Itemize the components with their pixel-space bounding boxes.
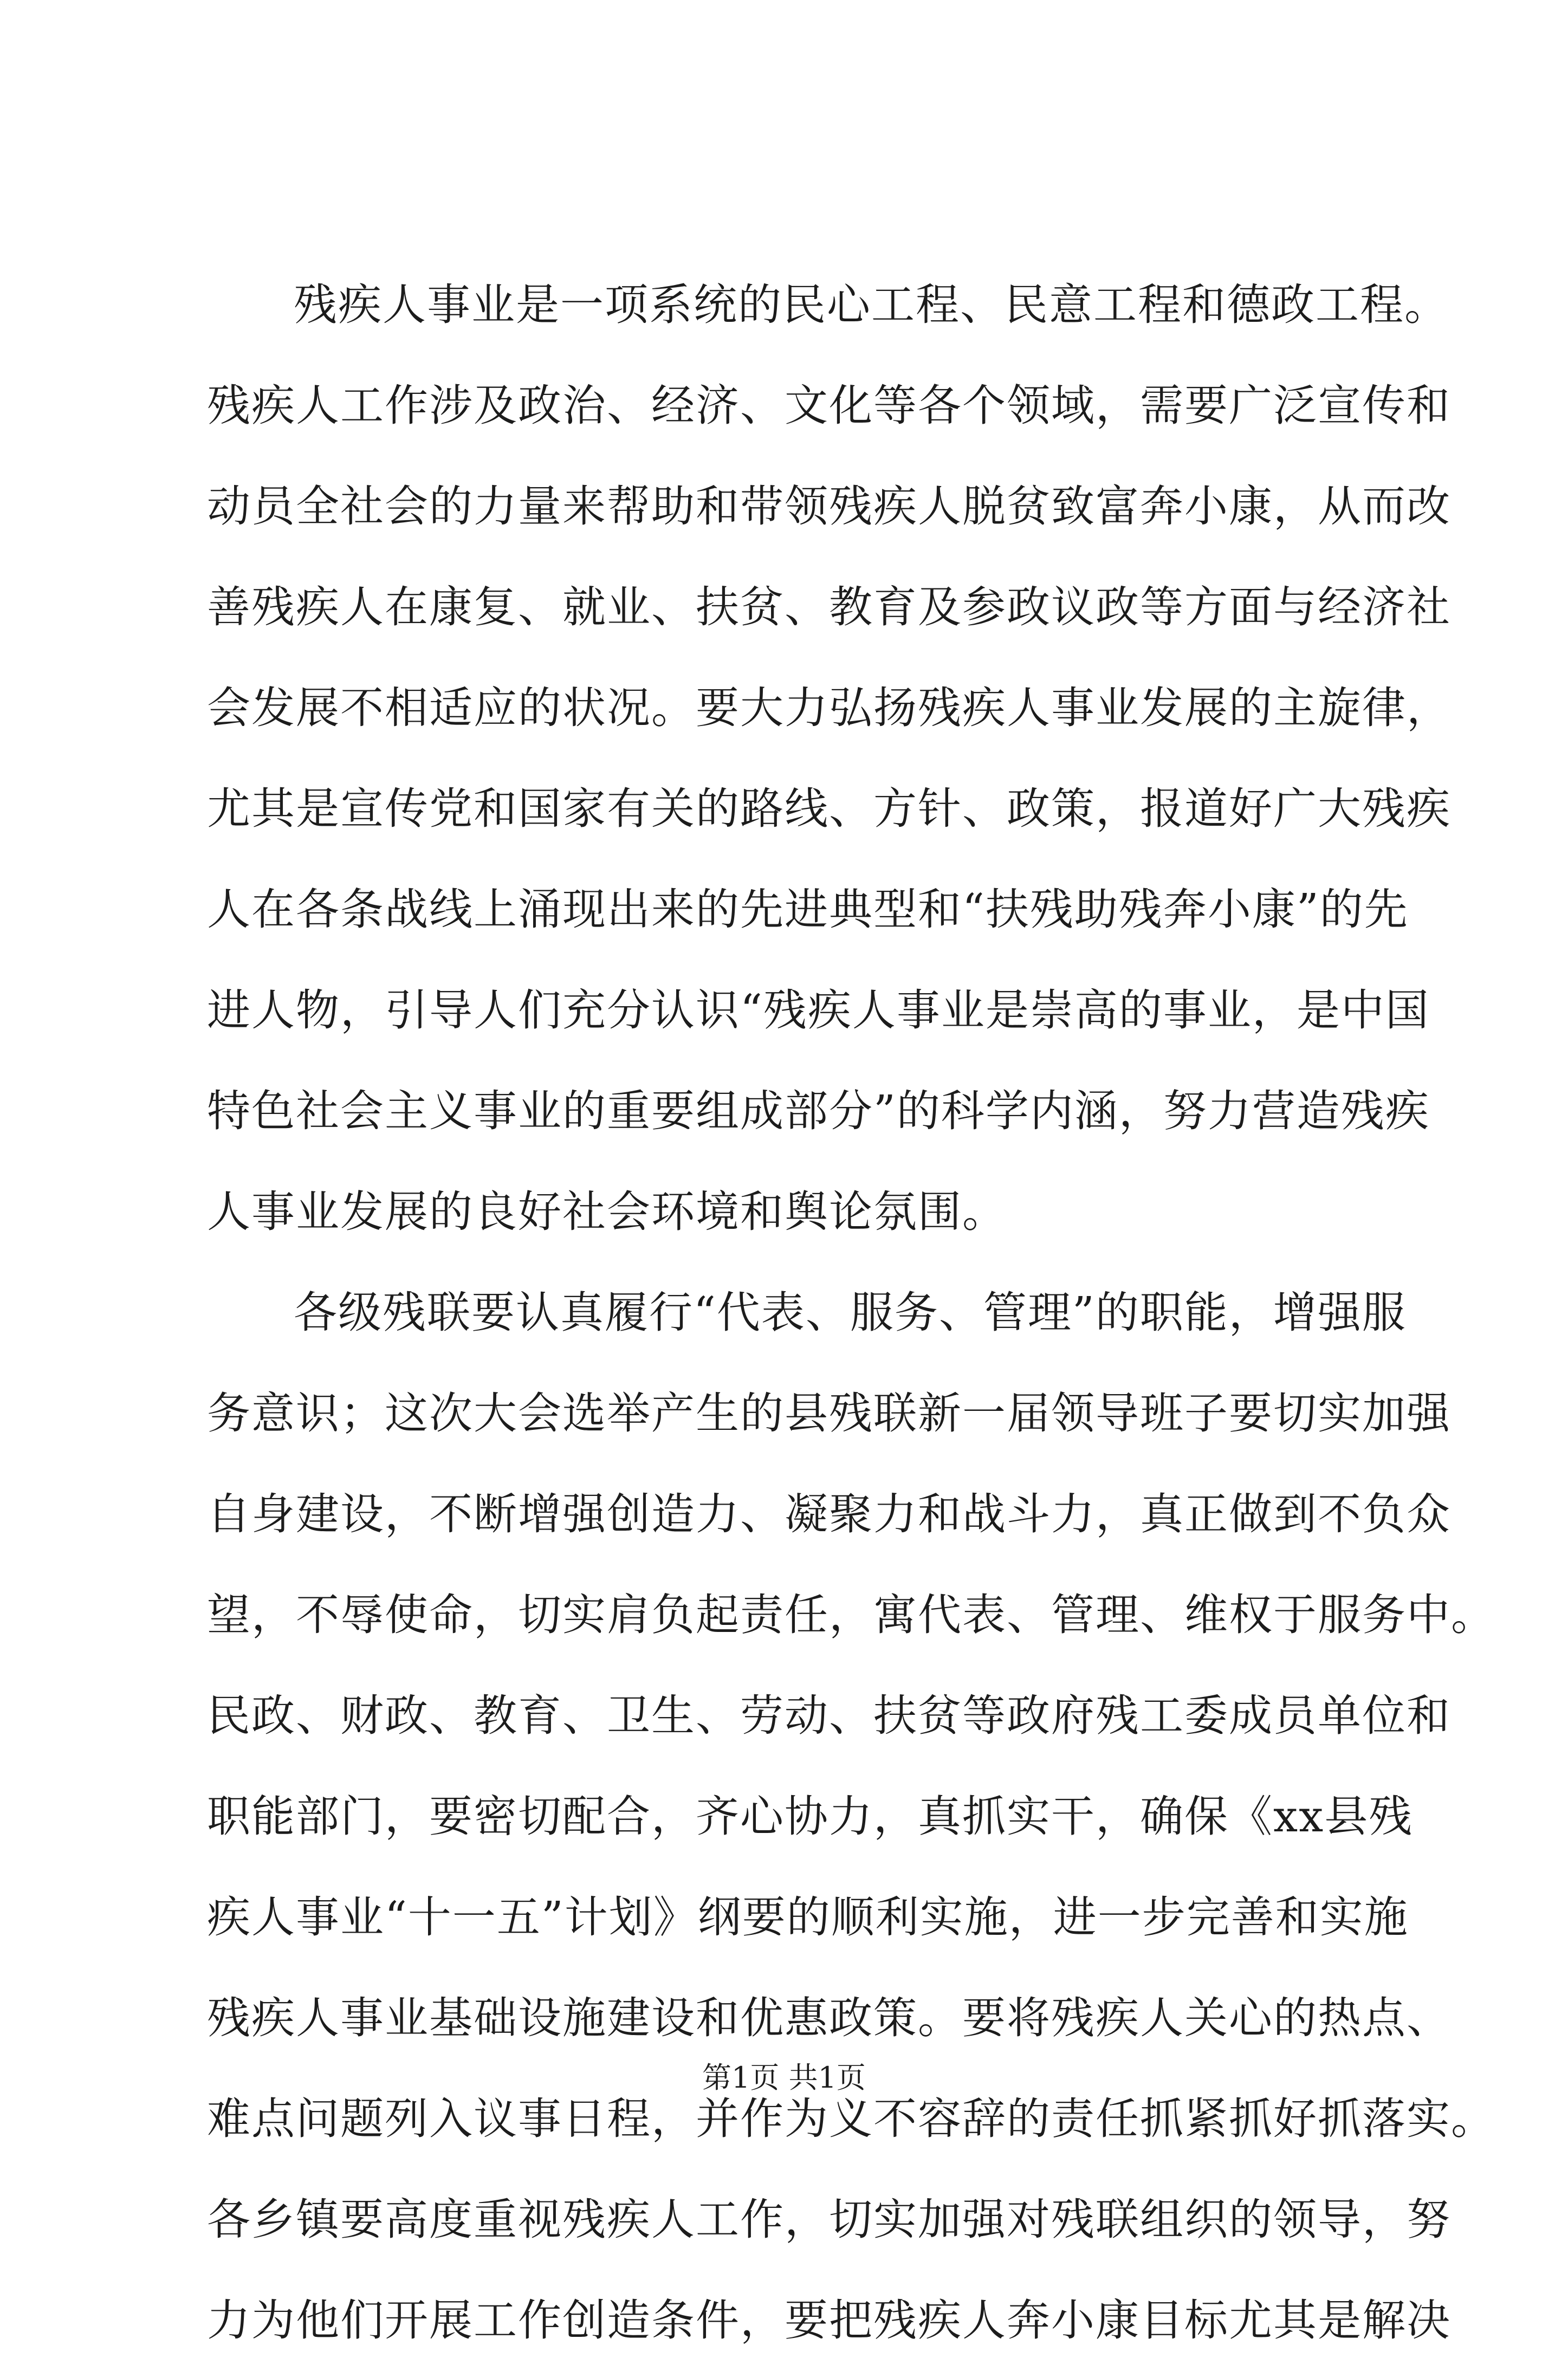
text-line: 残疾人事业基础设施建设和优惠政策。要将残疾人关心的热点、 (207, 1993, 1451, 2043)
text-line: 残疾人工作涉及政治、经济、文化等各个领域，需要广泛宣传和 (207, 380, 1451, 431)
text-line: 职能部门，要密切配合，齐心协力，真抓实干，确保《xx县残 (207, 1791, 1414, 1842)
text-line: 进人物，引导人们充分认识“残疾人事业是崇高的事业，是中国 (207, 985, 1430, 1035)
paragraph-1 (207, 255, 1451, 1262)
text-line: 人事业发展的良好社会环境和舆论氛围。 (207, 1187, 1007, 1237)
page-footer: 第1页 共1页 (702, 2061, 866, 2095)
text-line: 望，不辱使命，切实肩负起责任，寓代表、管理、维权于服务中。 (207, 1590, 1495, 1640)
text-line: 各乡镇要高度重视残疾人工作，切实加强对残联组织的领导，努 (207, 2194, 1451, 2245)
text-line: 疾人事业“十一五”计划》纲要的顺利实施，进一步完善和实施 (207, 1892, 1409, 1942)
text-line: 残疾人事业是一项系统的民心工程、民意工程和德政工程。 (294, 280, 1449, 330)
paragraph-2 (207, 1262, 1495, 2371)
text-line: 自身建设，不断增强创造力、凝聚力和战斗力，真正做到不负众 (207, 1489, 1451, 1539)
text-line: 会发展不相适应的状况。要大力弘扬残疾人事业发展的主旋律， (207, 683, 1451, 733)
text-line: 人在各条战线上涌现出来的先进典型和“扶残助残奔小康”的先 (207, 884, 1409, 935)
text-line: 尤其是宣传党和国家有关的路线、方针、政策，报道好广大残疾 (207, 783, 1451, 834)
text-line: 特色社会主义事业的重要组成部分”的科学内涵，努力营造残疾 (207, 1086, 1430, 1136)
document-body (207, 255, 1495, 2371)
text-line: 力为他们开展工作创造条件，要把残疾人奔小康目标尤其是解决 (207, 2295, 1451, 2346)
text-line: 难点问题列入议事日程，并作为义不容辞的责任抓紧抓好抓落实。 (207, 2094, 1495, 2144)
text-line: 各级残联要认真履行“代表、服务、管理”的职能，增强服 (294, 1287, 1407, 1338)
text-line: 动员全社会的力量来帮助和带领残疾人脱贫致富奔小康，从而改 (207, 481, 1451, 532)
text-line: 善残疾人在康复、就业、扶贫、教育及参政议政等方面与经济社 (207, 582, 1451, 632)
text-line: 民政、财政、教育、卫生、劳动、扶贫等政府残工委成员单位和 (207, 1690, 1451, 1741)
text-line: 务意识；这次大会选举产生的县残联新一届领导班子要切实加强 (207, 1388, 1451, 1439)
